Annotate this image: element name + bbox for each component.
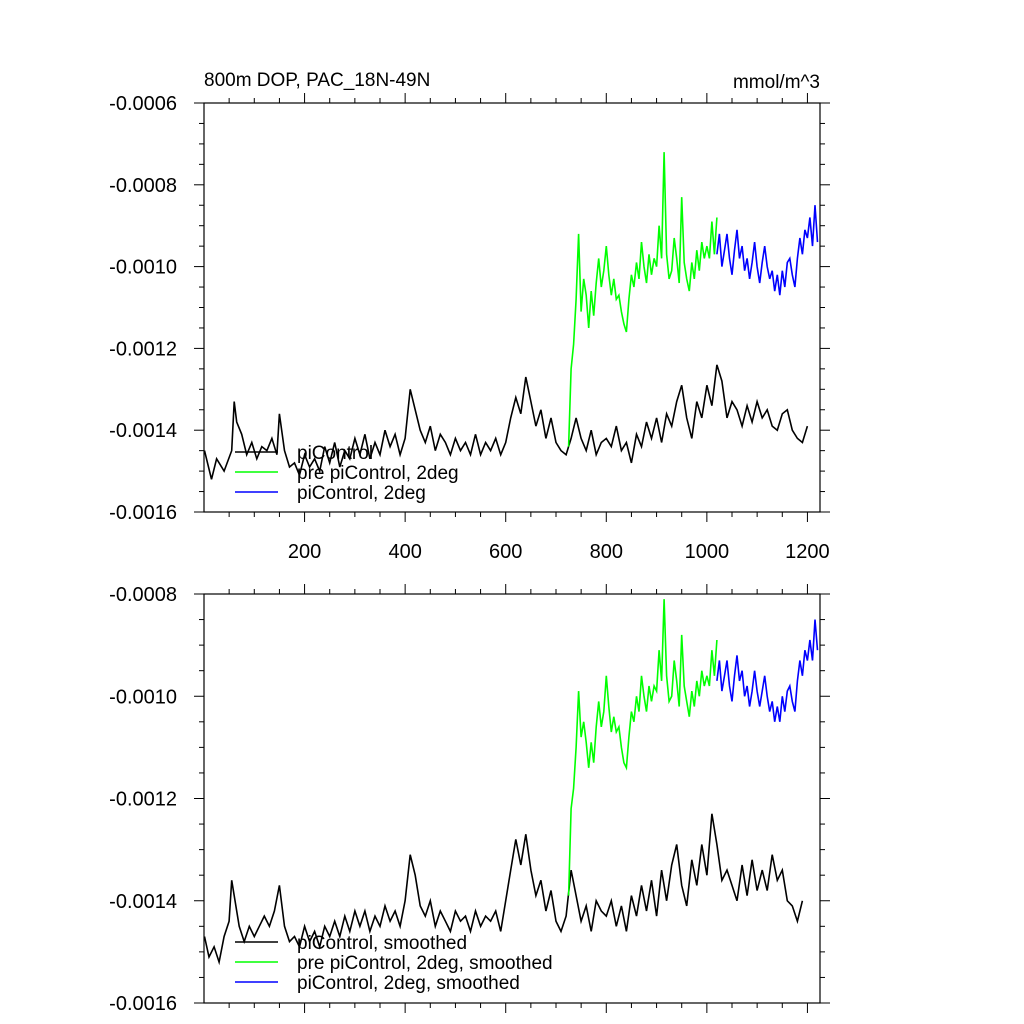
x-tick-label: 400 — [388, 541, 422, 563]
y-tick-label: -0.0012 — [109, 788, 177, 811]
series-line-1-2 — [717, 620, 818, 722]
y-tick-label: -0.0016 — [109, 502, 177, 524]
legend-label: piControl — [297, 443, 374, 464]
x-tick-label: 800 — [589, 541, 623, 563]
legend-label: pre piControl, 2deg — [297, 463, 459, 484]
y-tick-label: -0.0010 — [109, 686, 177, 709]
series-line-1-0 — [205, 814, 803, 962]
y-tick-label: -0.0016 — [109, 993, 177, 1015]
bottom-panel — [109, 584, 830, 1015]
units-label: mmol/m^3 — [732, 72, 820, 93]
y-tick-label: -0.0008 — [109, 174, 177, 197]
y-tick-label: -0.0014 — [109, 890, 177, 913]
y-tick-label: -0.0014 — [109, 420, 177, 443]
top-panel — [109, 93, 830, 563]
x-tick-label: 600 — [489, 541, 523, 563]
chart-title: 800m DOP, PAC_18N-49N — [204, 70, 431, 91]
series-line-1-1 — [569, 599, 717, 896]
y-tick-label: -0.0008 — [109, 584, 177, 606]
y-tick-label: -0.0012 — [109, 338, 177, 361]
x-tick-label: 1000 — [684, 541, 730, 563]
series-line-0-2 — [717, 205, 818, 295]
legend-label: pre piControl, 2deg, smoothed — [297, 953, 553, 974]
x-tick-label: 200 — [287, 541, 322, 563]
x-tick-label: 1200 — [785, 541, 830, 563]
series-line-0-0 — [205, 365, 808, 480]
y-tick-label: -0.0010 — [109, 256, 177, 279]
legend-label: piControl, smoothed — [297, 933, 468, 954]
y-tick-label: -0.0006 — [109, 93, 177, 115]
legend-label: piControl, 2deg — [297, 483, 426, 504]
legend-label: piControl, 2deg, smoothed — [297, 973, 520, 994]
series-line-0-1 — [569, 152, 717, 447]
